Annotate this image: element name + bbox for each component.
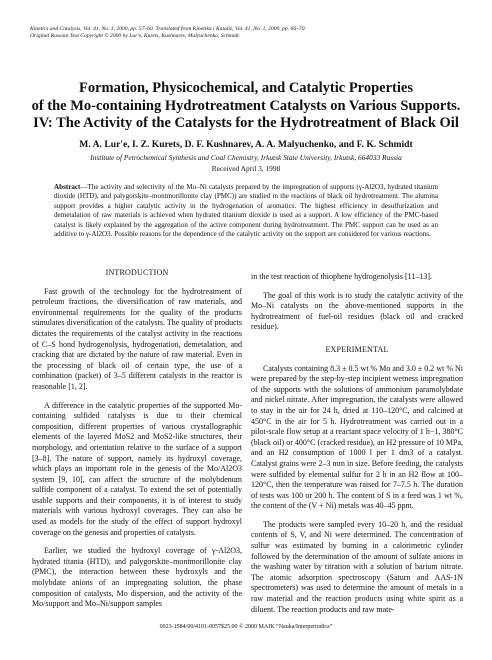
title-line-1: Formation, Physicochemical, and Catalytic Properties [79, 80, 413, 96]
paper-title [20, 80, 472, 133]
experimental-paragraph-2: The products were sampled every 10–20 h, and the residual contents of S, V, and Ni were determined. The concentration of sulfur was estimated by burning in a calorimetric cylinder followed by the determination of the amount of sulfate anions in the washing water by titration with a solution of barium nitrate. The atomic adsorption spectroscopy (Saturn and AAS-1N spectrometers) was used to determine the amount of metals in a raw material and the reaction products using white spirit as a diluent. The reaction products and raw mate- [251, 519, 463, 614]
experimental-paragraph-1: Catalysts containing 8.3 ± 0.5 wt % Mo and 3.0 ± 0.2 wt % Ni were prepared by the step-by-step incipient wetness impregnation of the supports with the solutions of ammonium paramolybdate and nickel nitrate. After impregnation, the catalysts were allowed to stay in the air for 24 h, dried at 110–120°C, and calcined at 450°C in the air for 5 h. Hydrotreatment was carried out in a pilot-scale flow setup at a reactant space velocity of 1 h−1, 380°C (black oil) or 400°C (cracked residue), an H2 pressure of 10 MPa, and an H2 consumption of 1000 l per 1 dm3 of a catalyst. Catalyst grains were 2–3 mm in size. Before feeding, the catalysts were sulfided by elemental sulfur for 2 h in an H2 flow at 100–120°C, then the temperature was raised for 7–7.5 h. The duration of tests was 100 or 200 h. The content of S in a feed was 1 wt %, the content of the (V + Ni) metals was 40–45 ppm. [251, 363, 463, 511]
title-line-2: of the Mo-containing Hydrotreatment Catalysts on Various Supports. [31, 97, 461, 114]
journal-header-line-2: Original Russian Text Copyright © 2000 by Lur'e, Kurets, Kushnarev, Malyuchenko, Schmidt. [30, 33, 241, 40]
journal-header-line-1: Kinetics and Catalysis, Vol. 41, No. 1, 2000, pp. 57–60. Translated from Kinetika i Kataliz, Vol. 41, No. 1, 2000, pp. 66–70. [30, 26, 306, 32]
abstract-text: —The activity and selectivity of the Mo–Ni catalysts prepared by the impregnation of supports (γ-Al2O3, hydrated titanium dioxide (HTD), and palygorskite–montmorillonite clay (PMC)) are studied in the reactions of black oil hydrotreatment. The alumina support provides a higher catalytic activity in the hydrogenation of aromatics. The highest efficiency in desulfurization and demetalation of raw materials is achieved when hydrated titanium dioxide is used as a support. A low efficiency of the PMC-based catalyst is likely explained by the aggregation of the active component during hydrotreatment. The PMC support can be used as an additive to γ-Al2O3. Possible reasons for the dependence of the catalytic activity on the support are considered for various reactions. [54, 183, 438, 239]
section-heading-introduction: INTRODUCTION [105, 268, 169, 277]
intro-paragraph-2: A difference in the catalytic properties of the supported Mo-containing sulfided catalysts is due to their chemical composition, different properties of various crystallographic elements of the layered MoS2 and MoS2-like structures, their morphology, and orientation relative to the surface of a support [3–8]. The nature of support, namely its hydroxyl coverage, which plays an important role in the genesis of the Mo/Al2O3 system [9, 10], can affect the structure of the molybdenum sulfide component of a catalyst. To extend the set of potentially usable supports and their components, it is of interest to study materials with various hydroxyl coverages. They can also be used as models for the study of the effect of support hydroxyl coverage on the genesis and properties of catalysts. [32, 400, 242, 537]
goal-paragraph: The goal of this work is to study the catalytic activity of the Mo–Ni catalysts on the above-mentioned supports in the hydrotreatment of fuel-oil residues (black oil and cracked residue). [251, 290, 463, 332]
authors: M. A. Lur'e, I. Z. Kurets, D. F. Kushnarev, A. A. Malyuchenko, and F. K. Schmidt [79, 139, 413, 150]
section-heading-experimental: EXPERIMENTAL [325, 344, 389, 354]
intro-paragraph-1: Fast growth of the technology for the hydrotreatment of petroleum fractions, the diversification of raw materials, and environmental requirements for the quality of the products stimulates diversification of the catalysts. The quality of products dictates the requirements of the catalyst activity in the reactions of C–S bond hydrogenolysis, hydrogenation, demetalation, and cracking that are dictated by the nature of raw material. Even in the processing of black oil of certain type, the use of a combination (packet) of 3–5 different catalysts in the reactor is reasonable [1, 2]. [32, 286, 242, 391]
intro-paragraph-3: Earlier, we studied the hydroxyl coverage of γ-Al2O3, hydrated titania (HTD), and palygorskite–montmorillonite clay (PMC), the interaction between these hydroxyls and the molybdate anions of an impregnating solution, the phase composition of catalysts, Mo dispersion, and the activity of the Mo/support and Mo–Ni/support samples [32, 546, 242, 609]
left-column [32, 268, 242, 618]
abstract-label: Abstract [54, 183, 81, 191]
received-date: Received April 3, 1998 [211, 164, 281, 173]
copyright-footer: 0023-1584/00/4101-0057$25.00 © 2000 MAIK “Nauka/Interperiodica” [159, 624, 333, 630]
right-column [251, 272, 463, 623]
intro-continuation: in the test reaction of thiophene hydrogenolysis [11–13]. [251, 272, 432, 281]
abstract [54, 183, 438, 239]
affiliation: Institute of Petrochemical Synthesis and Coal Chemistry, Irkutsk State University, Irkutsk, 664033 Russia [90, 153, 402, 162]
journal-header [30, 26, 306, 40]
title-line-3: IV: The Activity of the Catalysts for the Hydrotreatment of Black Oil [33, 115, 459, 131]
